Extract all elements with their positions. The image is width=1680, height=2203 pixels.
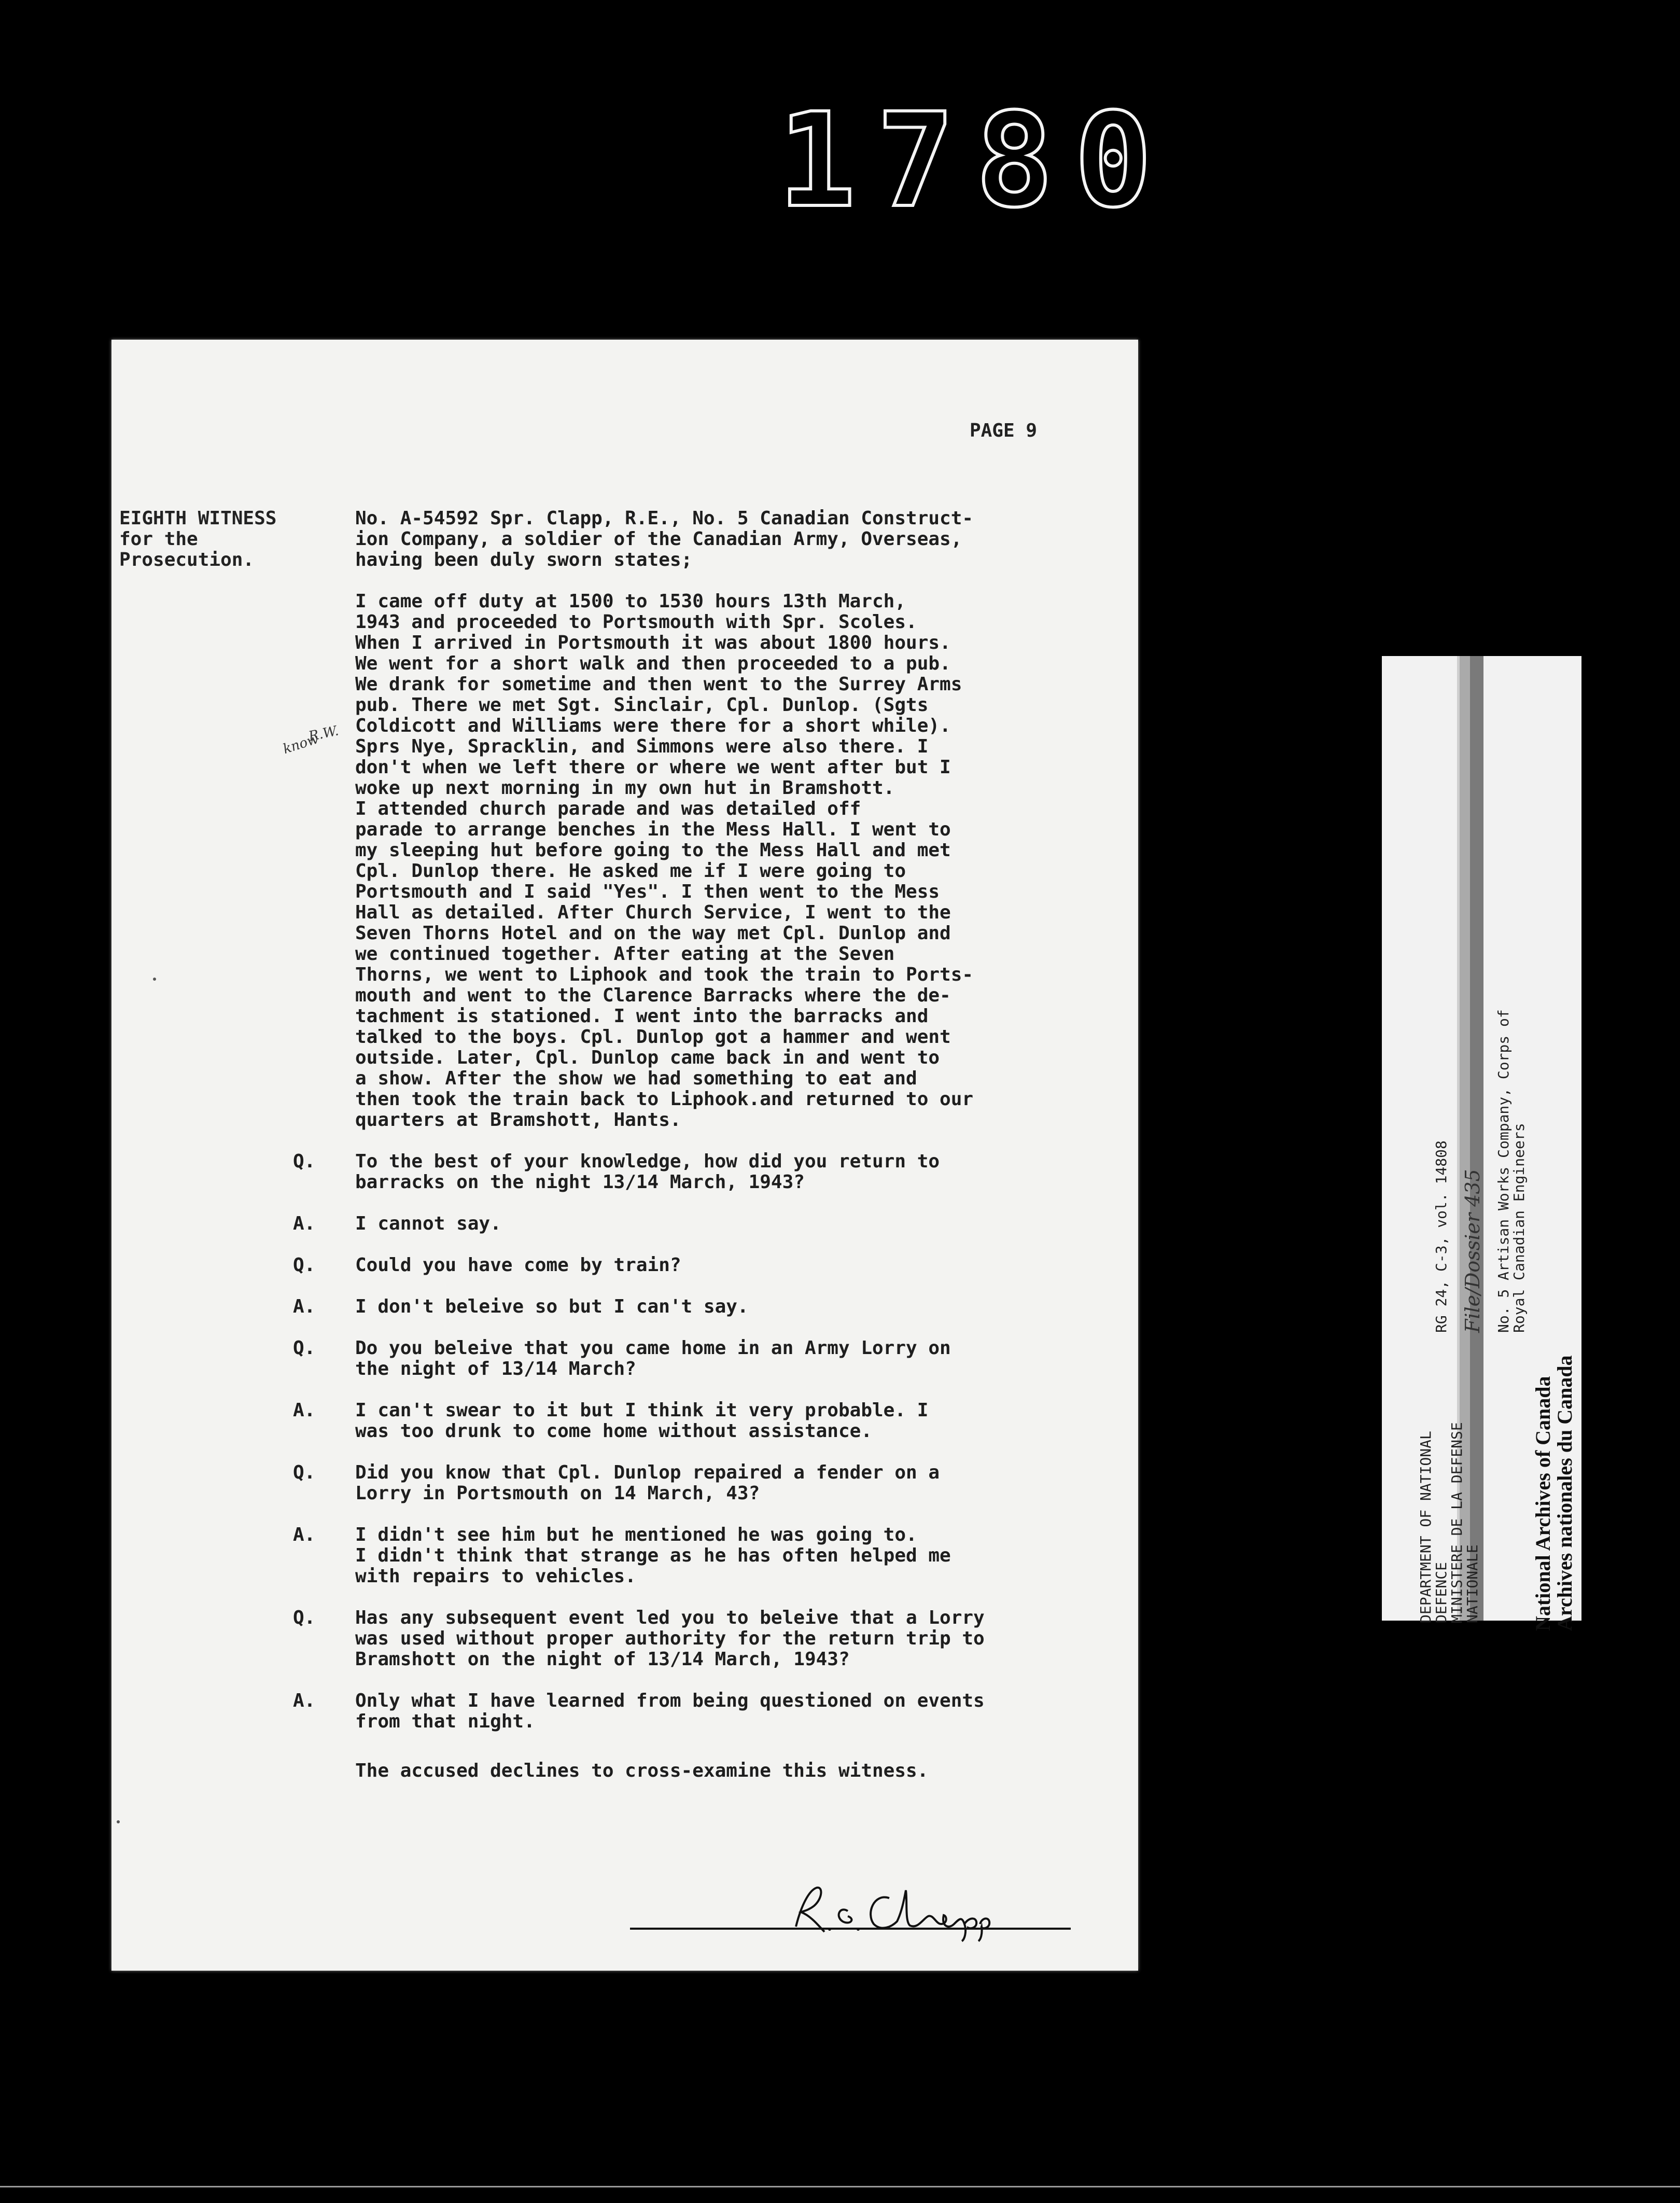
department-text: DEPARTMENT OF NATIONAL DEFENCE MINISTERE DE LA DEFENSE NATIONALE: [1417, 1422, 1481, 1623]
signature-block: [630, 1875, 1071, 1942]
witness-side-label: EIGHTH WITNESS for the Prosecution.: [119, 508, 277, 570]
page-number: PAGE 9: [969, 420, 1037, 441]
qa-tag: Q.: [293, 1254, 316, 1276]
handwritten-annotation-know: know: [281, 731, 321, 758]
qa-tag: A.: [293, 1296, 316, 1317]
film-edge-line: [0, 2186, 1680, 2187]
qa-text: Has any subsequent event led you to beleive that a Lorry was used without proper authority for the return trip to Bramshott on the night of 13/14 March, 1943?: [355, 1607, 985, 1670]
signature-line: [630, 1928, 1071, 1930]
qa-tag: Q.: [293, 1151, 316, 1172]
paper-mark: [153, 978, 156, 981]
qa-text: To the best of your knowledge, how did you return to barracks on the night 13/14 March, 1943?: [355, 1151, 940, 1193]
qa-tag: A.: [293, 1213, 316, 1234]
label-text-block: [1417, 669, 1528, 1623]
archive-label: [1382, 656, 1581, 1631]
qa-item: [293, 1151, 1076, 1193]
qa-item: [293, 1254, 1076, 1276]
handwritten-annotation-initials: R.W.: [307, 723, 340, 745]
qa-text: Only what I have learned from being questioned on events from that night.: [355, 1690, 985, 1732]
statement-paragraph-2: I attended church parade and was detailed off parade to arrange benches in the Mess Hall. I went to my sleeping hut before going to the Mess Hall and met Cpl. Dunlop there. He asked me if I were going to Portsmouth and I said "Yes". I then went to the Mess Hall as detailed. After Church Service, I went to the Seven Thorns Hotel and on the way met Cpl. Dunlop and we continued together. After eating at the Seven Thorns, we went to Liphook and took the train to Ports- mouth and went to the Clarence Barracks where the de- tachment is stationed. I went into the barracks and talked to the boys. Cpl. Dunlop got a hammer and went outside. Later, Cpl. Dunlop came back in and went to a show. After the show we had something to eat and then took the train back to Liphook.and returned to our quarters at Bramshott, Hants.: [355, 798, 974, 1131]
file-dossier-number: File/Dossier 435: [1461, 1169, 1484, 1333]
qa-text: I cannot say.: [355, 1213, 501, 1234]
frame-number: 1780: [778, 85, 1173, 236]
unit-name: No. 5 Artisan Works Company, Corps of Royal Canadian Engineers: [1495, 1009, 1528, 1333]
qa-text: Did you know that Cpl. Dunlop repaired a fender on a Lorry in Portsmouth on 14 March, 43?: [355, 1462, 940, 1504]
qa-tag: A.: [293, 1524, 316, 1545]
qa-tag: Q.: [293, 1462, 316, 1483]
qa-text: Do you beleive that you came home in an Army Lorry on the night of 13/14 March?: [355, 1337, 951, 1379]
archives-name: National Archives of Canada Archives nationales du Canada: [1531, 1355, 1576, 1631]
qa-text: Could you have come by train?: [355, 1254, 681, 1276]
qa-text: I don't beleive so but I can't say.: [355, 1296, 749, 1317]
qa-item: [293, 1213, 1076, 1234]
closing-statement: The accused declines to cross-examine this witness.: [355, 1760, 929, 1781]
qa-tag: Q.: [293, 1337, 316, 1359]
qa-tag: A.: [293, 1690, 316, 1711]
qa-item: [293, 1337, 1076, 1379]
handwritten-signature: [630, 1875, 1071, 1942]
record-group: RG 24, C-3, vol. 14808: [1433, 1140, 1450, 1333]
qa-item: [293, 1607, 1076, 1670]
testimony-body: [293, 508, 1076, 1781]
intro-paragraph: No. A-54592 Spr. Clapp, R.E., No. 5 Canadian Construct- ion Company, a soldier of the Canadian Army, Overseas, having been duly sworn states;: [355, 508, 974, 570]
qa-text: I can't swear to it but I think it very probable. I was too drunk to come home without assistance.: [355, 1400, 929, 1442]
paper-mark: [117, 1820, 120, 1823]
document-page: [111, 340, 1138, 1971]
file-reference: [1418, 1009, 1543, 1333]
qa-item: [293, 1462, 1076, 1504]
qa-item: [293, 1524, 1076, 1587]
qa-item: [293, 1296, 1076, 1317]
qa-item: [293, 1400, 1076, 1442]
qa-tag: Q.: [293, 1607, 316, 1628]
qa-text: I didn't see him but he mentioned he was going to. I didn't think that strange as he has often helped me with repairs to vehicles.: [355, 1524, 951, 1587]
qa-tag: A.: [293, 1400, 316, 1421]
qa-item: [293, 1690, 1076, 1732]
statement-paragraph-1: I came off duty at 1500 to 1530 hours 13th March, 1943 and proceeded to Portsmouth with Spr. Scoles. When I arrived in Portsmouth it was about 1800 hours. We went for a short walk and then proceeded to a pub. We drank for sometime and then went to the Surrey Arms pub. There we met Sgt. Sinclair, Cpl. Dunlop. (Sgts Coldicott and Williams were there for a short while). Sprs Nye, Spracklin, and Simmons were also there. I don't when we left there or where we went after but I woke up next morning in my own hut in Bramshott.: [355, 591, 962, 799]
